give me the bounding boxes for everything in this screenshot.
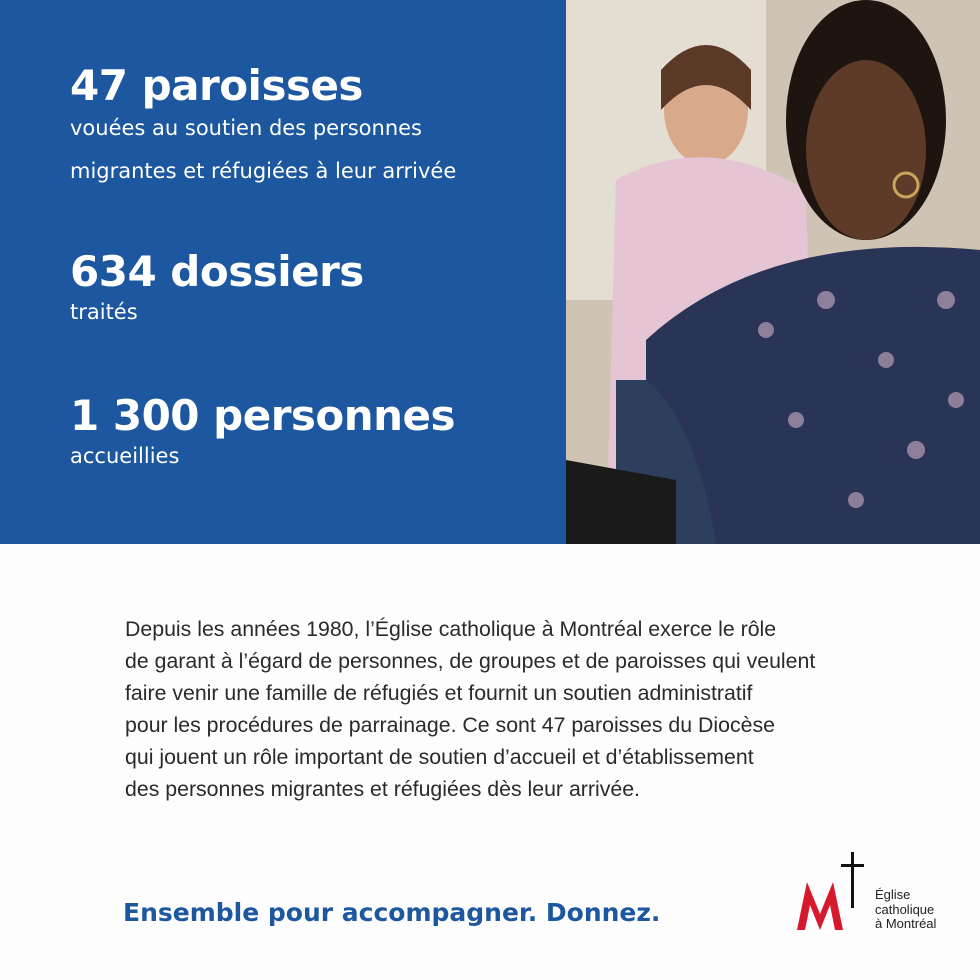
- stat-parishes: [70, 62, 456, 193]
- stat-value: 634 dossiers: [70, 247, 364, 296]
- description-line: pour les procédures de parrainage. Ce sont 47 paroisses du Diocèse: [125, 713, 775, 737]
- logo-text: [875, 888, 936, 932]
- logo-line: à Montréal: [875, 916, 937, 931]
- stat-value: 47 paroisses: [70, 61, 363, 110]
- description-line: des personnes migrantes et réfugiées dès leur arrivée.: [125, 777, 640, 801]
- photo-volunteers: [566, 0, 980, 544]
- description-line: qui jouent un rôle important de soutien d’accueil et d’établissement: [125, 745, 754, 769]
- stat-caption-line: vouées au soutien des personnes: [70, 116, 422, 140]
- stat-value: 1 300 personnes: [70, 391, 456, 440]
- description-line: Depuis les années 1980, l’Église catholique à Montréal exerce le rôle: [125, 617, 777, 641]
- photo-illustration: [566, 0, 980, 544]
- stat-caption: traités: [70, 300, 138, 324]
- diocese-logo: [795, 850, 955, 940]
- description-paragraph: [125, 613, 905, 805]
- stat-caption: accueillies: [70, 444, 180, 468]
- stats-panel: [0, 0, 566, 544]
- stat-caption: [70, 107, 456, 193]
- logo-line: Église: [875, 887, 911, 902]
- m-cross-icon: [795, 850, 875, 940]
- description-line: faire venir une famille de réfugiés et fournit un soutien administratif: [125, 681, 753, 705]
- stat-people: [70, 392, 455, 477]
- logo-line: catholique: [875, 901, 935, 917]
- stat-caption-line: migrantes et réfugiées à leur arrivée: [70, 159, 457, 183]
- description-line: de garant à l’égard de personnes, de groupes et de paroisses qui veulent: [125, 649, 816, 673]
- slogan: Ensemble pour accompagner. Donnez.: [123, 898, 661, 927]
- stat-files: [70, 248, 364, 333]
